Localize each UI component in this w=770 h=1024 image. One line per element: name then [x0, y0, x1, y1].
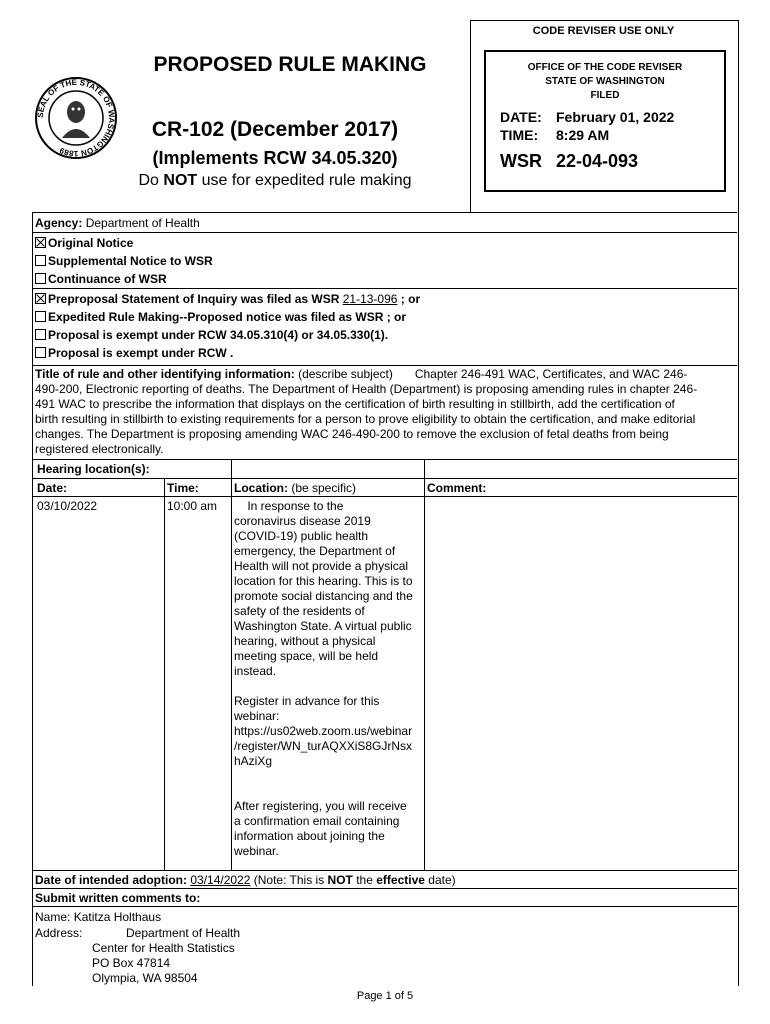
divider: [32, 459, 737, 460]
preproposal-label: Preproposal Statement of Inquiry was filed as WSR: [48, 292, 343, 306]
location-line: instead.: [234, 664, 277, 678]
location-hint: (be specific): [288, 481, 357, 495]
rule-title-line-2: 490-200, Electronic reporting of deaths. The Department of Health (Department) is proposing amending rules in chapter 246-: [35, 382, 698, 396]
location-line: After registering, you will receive: [234, 799, 407, 813]
adoption-note: date): [424, 873, 456, 887]
adoption-effective: effective: [376, 873, 425, 887]
col-divider: [231, 459, 232, 870]
location-line: [234, 679, 424, 694]
location-line: [234, 784, 424, 799]
adoption-row: [35, 873, 456, 888]
hearing-location: [234, 499, 424, 859]
notice-label: Continuance of WSR: [48, 272, 167, 286]
hearing-date: 03/10/2022: [37, 499, 98, 513]
wsr-label: WSR: [500, 151, 542, 171]
divider: [32, 288, 737, 289]
preproposal-exempt-310[interactable]: [35, 328, 388, 343]
notice-supplemental[interactable]: [35, 254, 213, 269]
divider: [32, 478, 737, 479]
divider: [32, 496, 737, 497]
location-line: In response to the: [234, 499, 344, 513]
location-line: a confirmation email containing: [234, 814, 400, 828]
rule-title-hint: (describe subject): [294, 367, 393, 381]
rule-title-line-1: [35, 367, 735, 382]
preproposal-suffix: ; or: [397, 292, 421, 306]
address-label: Address:: [35, 926, 83, 940]
checkbox-icon[interactable]: [35, 347, 46, 358]
adoption-not: NOT: [327, 873, 353, 887]
col-comment-header: Comment:: [427, 481, 487, 495]
rule-title-line-3: 491 WAC to prescribe the information that displays on the certification of birth resulting in stillbirth, add the certification of: [35, 397, 675, 411]
location-line: [234, 769, 424, 784]
rule-title-label: Title of rule and other identifying information:: [35, 367, 295, 381]
divider: [32, 906, 737, 907]
implements-rcw: (Implements RCW 34.05.320): [152, 148, 398, 168]
rule-title-section: [35, 367, 735, 457]
location-line: webinar.: [234, 844, 279, 858]
rule-title-line-6: registered electronically.: [35, 442, 164, 456]
divider: [32, 232, 737, 233]
agency-label: Agency:: [35, 216, 83, 230]
col-location-header: [234, 481, 356, 496]
checkbox-checked-icon[interactable]: [35, 293, 46, 304]
location-line: promote social distancing and the: [234, 589, 413, 603]
location-line: coronavirus disease 2019: [234, 514, 371, 528]
location-line: Register in advance for this: [234, 694, 380, 708]
adoption-note: the: [352, 873, 377, 887]
svg-text:SEAL OF THE STATE OF WASHINGTO: SEAL OF THE STATE OF WASHINGTON 1889: [35, 77, 117, 159]
preproposal-label: Proposal is exempt under RCW .: [48, 346, 234, 360]
agency-value: Department of Health: [85, 216, 200, 230]
address-line-4: Olympia, WA 98504: [92, 971, 198, 985]
warning-not: NOT: [163, 172, 198, 189]
washington-state-seal: [34, 76, 118, 160]
col-date-header: Date:: [37, 481, 68, 495]
location-line: location for this hearing. This is to: [234, 574, 413, 588]
notice-continuance[interactable]: [35, 272, 167, 287]
preproposal-label: Expedited Rule Making--Proposed notice was filed as WSR ; or: [48, 310, 407, 324]
wsr-number: [500, 151, 724, 172]
preproposal-expedited[interactable]: [35, 310, 406, 325]
address-line-2: Center for Health Statistics: [92, 941, 235, 955]
filed-stamp: [484, 50, 726, 192]
rule-title-line-5: changes. The Department is proposing amending WAC 246-490-200 to remove the exclusion of fetal deaths from being: [35, 427, 669, 441]
location-line: hAziXg: [234, 754, 273, 768]
checkbox-icon[interactable]: [35, 255, 46, 266]
rule-title-line-4: birth resulting in stillbirth to existing requirements for a person to prove eligibility to obtain the certification, and make editorial: [35, 412, 696, 426]
wsr-value: 22-04-093: [556, 151, 639, 171]
checkbox-checked-icon[interactable]: [35, 237, 46, 248]
notice-original[interactable]: [35, 236, 133, 251]
agency-row: [35, 216, 200, 231]
location-line: /register/WN_turAQXXiS8GJrNsx: [234, 739, 413, 753]
contact-name: [35, 910, 161, 925]
filed-time: [500, 127, 724, 143]
expedited-warning: [110, 172, 440, 190]
form-title: PROPOSED RULE MAKING: [153, 53, 427, 76]
wsr-link[interactable]: 21-13-096: [342, 292, 398, 306]
col-time-header: Time:: [167, 481, 199, 495]
divider: [32, 888, 737, 889]
location-line: webinar:: [234, 709, 280, 723]
name-label: Name:: [35, 910, 71, 924]
form-code: CR-102 (December 2017): [151, 118, 399, 141]
hearing-time: 10:00 am: [167, 499, 218, 513]
checkbox-icon[interactable]: [35, 273, 46, 284]
location-line: Health will not provide a physical: [234, 559, 409, 573]
address-line-1: Department of Health: [126, 926, 241, 940]
preproposal-exempt-rcw[interactable]: [35, 346, 233, 361]
location-line: meeting space, will be held: [234, 649, 379, 663]
code-reviser-label: CODE REVISER USE ONLY: [532, 25, 675, 37]
col-divider: [164, 478, 165, 870]
col-divider: [424, 459, 425, 870]
office-line-1: OFFICE OF THE CODE REVISER: [527, 62, 683, 73]
page-number: Page 1 of 5: [356, 990, 414, 1002]
date-value: February 01, 2022: [556, 109, 675, 125]
adoption-note: (Note: This is: [250, 873, 328, 887]
location-line: emergency, the Department of: [234, 544, 396, 558]
time-value: 8:29 AM: [556, 127, 610, 143]
divider: [32, 365, 737, 366]
warning-pre: Do: [138, 172, 164, 189]
preproposal-inquiry[interactable]: [35, 292, 420, 307]
divider: [32, 212, 737, 213]
location-line: https://us02web.zoom.us/webinar: [234, 724, 413, 738]
office-line-2: STATE OF WASHINGTON: [545, 76, 665, 87]
notice-label: Original Notice: [48, 236, 134, 250]
location-label: Location:: [234, 481, 288, 495]
rule-title-text: Chapter 246-491 WAC, Certificates, and WAC 246-: [414, 367, 688, 381]
adoption-label: Date of intended adoption:: [35, 873, 187, 887]
location-line: Washington State. A virtual public: [234, 619, 412, 633]
hearing-section-label: Hearing location(s):: [37, 462, 150, 476]
checkbox-icon[interactable]: [35, 311, 46, 322]
adoption-date: 03/14/2022: [190, 873, 251, 887]
location-line: hearing, without a physical: [234, 634, 376, 648]
filed-date: [500, 109, 724, 125]
location-line: (COVID-19) public health: [234, 529, 369, 543]
name-value: Katitza Holthaus: [73, 910, 162, 924]
divider: [32, 870, 737, 871]
address-line-3: PO Box 47814: [92, 956, 171, 970]
checkbox-icon[interactable]: [35, 329, 46, 340]
office-line-3: FILED: [590, 90, 620, 101]
comments-label: Submit written comments to:: [35, 891, 201, 905]
warning-post: use for expedited rule making: [197, 172, 412, 189]
time-label: TIME:: [500, 127, 539, 143]
notice-label: Supplemental Notice to WSR: [48, 254, 213, 268]
date-label: DATE:: [500, 109, 542, 125]
preproposal-label: Proposal is exempt under RCW 34.05.310(4) or 34.05.330(1).: [48, 328, 389, 342]
location-line: information about joining the: [234, 829, 385, 843]
location-line: safety of the residents of: [234, 604, 365, 618]
